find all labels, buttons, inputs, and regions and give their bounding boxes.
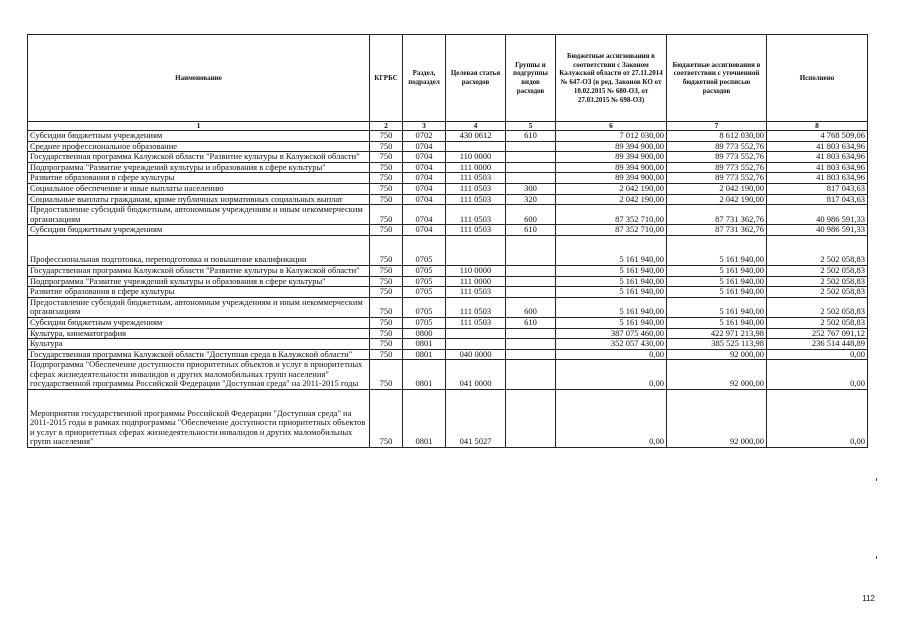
row-article: 111 0503	[446, 317, 506, 328]
row-section: 0705	[403, 297, 446, 317]
row-group: 600	[506, 205, 556, 225]
row-law-allocation: 387 075 460,00	[556, 328, 667, 339]
row-executed: 0,00	[767, 360, 868, 390]
row-article: 111 0503	[446, 173, 506, 184]
row-section: 0704	[403, 173, 446, 184]
row-group: 300	[506, 183, 556, 194]
row-group	[506, 349, 556, 360]
table-row	[28, 225, 868, 236]
table-row	[28, 265, 868, 276]
row-name: Культура	[28, 339, 370, 350]
row-executed: 2 502 058,83	[767, 297, 868, 317]
row-name: Субсидии бюджетным учреждениям	[28, 317, 370, 328]
row-refined-allocation: 385 525 113,98	[667, 339, 767, 350]
table-row	[28, 162, 868, 173]
row-article: 111 0000	[446, 276, 506, 287]
row-name: Профессиональная подготовка, переподготовка и повышение квалификации	[28, 235, 370, 265]
row-executed: 0,00	[767, 390, 868, 448]
row-kgrbs: 750	[370, 183, 403, 194]
row-group	[506, 276, 556, 287]
row-article: 430 0612	[446, 131, 506, 142]
header-row	[28, 35, 868, 122]
row-name: Среднее профессиональное образование	[28, 141, 370, 152]
row-section: 0704	[403, 152, 446, 163]
row-name: Государственная программа Калужской области "Развитие культуры в Калужской области"	[28, 152, 370, 163]
page-number: 112	[862, 594, 875, 603]
row-law-allocation: 89 394 900,00	[556, 141, 667, 152]
row-section: 0801	[403, 339, 446, 350]
row-refined-allocation: 92 000,00	[667, 349, 767, 360]
header-name: Наименование	[28, 35, 370, 122]
row-kgrbs: 750	[370, 173, 403, 184]
row-section: 0800	[403, 328, 446, 339]
budget-table-sheet	[27, 34, 867, 448]
row-kgrbs: 750	[370, 287, 403, 298]
row-law-allocation: 0,00	[556, 390, 667, 448]
row-kgrbs: 750	[370, 131, 403, 142]
row-article	[446, 339, 506, 350]
row-group	[506, 152, 556, 163]
row-law-allocation: 7 012 030,00	[556, 131, 667, 142]
row-kgrbs: 750	[370, 205, 403, 225]
row-article	[446, 141, 506, 152]
row-section: 0704	[403, 194, 446, 205]
row-refined-allocation: 8 612 030,00	[667, 131, 767, 142]
row-executed: 41 803 634,96	[767, 162, 868, 173]
row-executed: 2 502 058,83	[767, 317, 868, 328]
row-law-allocation: 5 161 940,00	[556, 265, 667, 276]
row-article: 111 0503	[446, 205, 506, 225]
row-kgrbs: 750	[370, 328, 403, 339]
row-group	[506, 265, 556, 276]
row-refined-allocation: 87 731 362,76	[667, 205, 767, 225]
row-refined-allocation: 89 773 552,76	[667, 152, 767, 163]
row-name: Подпрограмма "Обеспечение доступности приоритетных объектов и услуг в приоритетных сферах жизнедеятельности инвалидов и других маломобильных групп населения" государственной программы Российской Федерации "Доступная среда" на 2011-2015 годы	[28, 360, 370, 390]
row-group: 610	[506, 131, 556, 142]
row-section: 0705	[403, 276, 446, 287]
row-name: Развитие образования в сфере культуры	[28, 287, 370, 298]
row-kgrbs: 750	[370, 317, 403, 328]
col-number: 6	[556, 122, 667, 131]
row-article: 110 0000	[446, 152, 506, 163]
row-kgrbs: 750	[370, 339, 403, 350]
row-executed: 40 986 591,33	[767, 225, 868, 236]
row-article: 041 0000	[446, 360, 506, 390]
row-kgrbs: 750	[370, 276, 403, 287]
row-name: Социальное обеспечение и иные выплаты населению	[28, 183, 370, 194]
table-row	[28, 297, 868, 317]
table-row	[28, 173, 868, 184]
row-refined-allocation: 5 161 940,00	[667, 287, 767, 298]
row-law-allocation: 2 042 190,00	[556, 183, 667, 194]
row-kgrbs: 750	[370, 162, 403, 173]
table-row	[28, 339, 868, 350]
row-section: 0801	[403, 390, 446, 448]
row-article: 111 0503	[446, 194, 506, 205]
row-article: 111 0503	[446, 183, 506, 194]
table-row	[28, 183, 868, 194]
row-executed: 41 803 634,96	[767, 141, 868, 152]
row-group	[506, 328, 556, 339]
col-number: 5	[506, 122, 556, 131]
table-row	[28, 317, 868, 328]
row-refined-allocation: 89 773 552,76	[667, 162, 767, 173]
row-article: 111 0503	[446, 287, 506, 298]
row-law-allocation: 5 161 940,00	[556, 287, 667, 298]
row-article: 111 0503	[446, 225, 506, 236]
row-executed: 2 502 058,83	[767, 287, 868, 298]
row-section: 0801	[403, 349, 446, 360]
row-section: 0705	[403, 287, 446, 298]
col-number: 1	[28, 122, 370, 131]
row-law-allocation: 0,00	[556, 349, 667, 360]
row-name: Социальные выплаты гражданам, кроме публичных нормативных социальных выплат	[28, 194, 370, 205]
row-kgrbs: 750	[370, 141, 403, 152]
table-row	[28, 194, 868, 205]
row-refined-allocation: 422 971 213,98	[667, 328, 767, 339]
row-law-allocation: 5 161 940,00	[556, 235, 667, 265]
row-section: 0705	[403, 317, 446, 328]
row-name: Предоставление субсидий бюджетным, автономным учреждениям и иным некоммерческим организациям	[28, 205, 370, 225]
row-law-allocation: 5 161 940,00	[556, 297, 667, 317]
row-group	[506, 173, 556, 184]
row-kgrbs: 750	[370, 360, 403, 390]
row-article: 111 0503	[446, 297, 506, 317]
row-group	[506, 287, 556, 298]
row-article: 111 0000	[446, 162, 506, 173]
col-number: 7	[667, 122, 767, 131]
row-executed: 4 768 509,06	[767, 131, 868, 142]
row-executed: 2 502 058,83	[767, 276, 868, 287]
row-article: 041 5027	[446, 390, 506, 448]
row-executed: 817 043,63	[767, 194, 868, 205]
header-kgrbs: КГРБС	[370, 35, 403, 122]
row-section: 0705	[403, 235, 446, 265]
row-law-allocation: 0,00	[556, 360, 667, 390]
table-row	[28, 152, 868, 163]
row-group	[506, 339, 556, 350]
table-row	[28, 131, 868, 142]
row-section: 0704	[403, 183, 446, 194]
row-group	[506, 390, 556, 448]
row-law-allocation: 89 394 900,00	[556, 173, 667, 184]
row-law-allocation: 87 352 710,00	[556, 205, 667, 225]
row-refined-allocation: 92 000,00	[667, 390, 767, 448]
budget-table	[27, 34, 868, 448]
row-refined-allocation: 2 042 190,00	[667, 183, 767, 194]
row-section: 0704	[403, 141, 446, 152]
col-number: 8	[767, 122, 868, 131]
scan-speck	[876, 478, 877, 481]
row-executed: 2 502 058,83	[767, 265, 868, 276]
col-number: 2	[370, 122, 403, 131]
row-kgrbs: 750	[370, 225, 403, 236]
row-executed: 40 986 591,33	[767, 205, 868, 225]
row-group: 610	[506, 225, 556, 236]
row-kgrbs: 750	[370, 390, 403, 448]
row-executed: 236 514 448,89	[767, 339, 868, 350]
header-law-allocation: Бюджетные ассигнования в соответствии с Законом Калужской области от 27.11.2014 № 647-ОЗ (в ред. Законов КО от 10.02.2015 № 680-ОЗ, от 27.03.2015 № 698-ОЗ)	[556, 35, 667, 122]
header-executed: Исполнено	[767, 35, 868, 122]
row-name: Государственная программа Калужской области "Развитие культуры в Калужской области"	[28, 265, 370, 276]
row-name: Субсидии бюджетным учреждениям	[28, 225, 370, 236]
table-row	[28, 235, 868, 265]
row-kgrbs: 750	[370, 349, 403, 360]
row-law-allocation: 87 352 710,00	[556, 225, 667, 236]
row-refined-allocation: 89 773 552,76	[667, 141, 767, 152]
row-name: Субсидии бюджетным учреждениям	[28, 131, 370, 142]
row-article: 110 0000	[446, 265, 506, 276]
row-refined-allocation: 5 161 940,00	[667, 297, 767, 317]
row-refined-allocation: 5 161 940,00	[667, 276, 767, 287]
table-row	[28, 349, 868, 360]
row-refined-allocation: 5 161 940,00	[667, 317, 767, 328]
row-executed: 41 803 634,96	[767, 173, 868, 184]
row-law-allocation: 89 394 900,00	[556, 162, 667, 173]
row-section: 0704	[403, 162, 446, 173]
row-name: Мероприятия государственной программы Российской Федерации "Доступная среда" на 2011-2015 годы в рамках подпрограммы "Обеспечение доступности приоритетных объектов и услуг в приоритетных сферах жизнедеятельности инвалидов и других маломобильных групп населения"	[28, 390, 370, 448]
table-row	[28, 360, 868, 390]
row-section: 0801	[403, 360, 446, 390]
header-article: Целевая статья расходов	[446, 35, 506, 122]
row-name: Подпрограмма "Развитие учреждений культуры и образования в сфере культуры"	[28, 162, 370, 173]
row-kgrbs: 750	[370, 235, 403, 265]
row-section: 0705	[403, 265, 446, 276]
row-name: Государственная программа Калужской области "Доступная среда в Калужской области"	[28, 349, 370, 360]
row-section: 0704	[403, 205, 446, 225]
row-law-allocation: 5 161 940,00	[556, 276, 667, 287]
row-name: Предоставление субсидий бюджетным, автономным учреждениям и иным некоммерческим организациям	[28, 297, 370, 317]
row-group	[506, 235, 556, 265]
row-executed: 817 043,63	[767, 183, 868, 194]
table-row	[28, 287, 868, 298]
row-refined-allocation: 2 042 190,00	[667, 194, 767, 205]
col-number: 4	[446, 122, 506, 131]
row-refined-allocation: 87 731 362,76	[667, 225, 767, 236]
row-group: 320	[506, 194, 556, 205]
row-refined-allocation: 5 161 940,00	[667, 265, 767, 276]
row-refined-allocation: 89 773 552,76	[667, 173, 767, 184]
row-section: 0704	[403, 225, 446, 236]
table-row	[28, 390, 868, 448]
row-section: 0702	[403, 131, 446, 142]
header-section: Раздел, подраздел	[403, 35, 446, 122]
row-executed: 41 803 634,96	[767, 152, 868, 163]
table-row	[28, 141, 868, 152]
row-law-allocation: 352 057 430,00	[556, 339, 667, 350]
row-law-allocation: 89 394 900,00	[556, 152, 667, 163]
row-kgrbs: 750	[370, 152, 403, 163]
row-law-allocation: 5 161 940,00	[556, 317, 667, 328]
row-kgrbs: 750	[370, 265, 403, 276]
row-group	[506, 141, 556, 152]
row-article	[446, 328, 506, 339]
row-kgrbs: 750	[370, 194, 403, 205]
row-law-allocation: 2 042 190,00	[556, 194, 667, 205]
scan-speck	[876, 556, 877, 559]
row-name: Развитие образования в сфере культуры	[28, 173, 370, 184]
row-refined-allocation: 92 000,00	[667, 360, 767, 390]
row-executed: 252 767 091,12	[767, 328, 868, 339]
row-article	[446, 235, 506, 265]
header-refined-allocation: Бюджетные ассигнования в соответствии с уточненной бюджетной росписью расходов	[667, 35, 767, 122]
row-name: Культура, кинематография	[28, 328, 370, 339]
table-row	[28, 328, 868, 339]
col-number: 3	[403, 122, 446, 131]
row-name: Подпрограмма "Развитие учреждений культуры и образования в сфере культуры"	[28, 276, 370, 287]
row-group	[506, 162, 556, 173]
row-group: 610	[506, 317, 556, 328]
row-group: 600	[506, 297, 556, 317]
row-executed: 2 502 058,83	[767, 235, 868, 265]
table-row	[28, 276, 868, 287]
row-kgrbs: 750	[370, 297, 403, 317]
row-refined-allocation: 5 161 940,00	[667, 235, 767, 265]
table-row	[28, 205, 868, 225]
row-executed: 0,00	[767, 349, 868, 360]
header-group: Группы и подгруппы видов расходов	[506, 35, 556, 122]
row-group	[506, 360, 556, 390]
column-number-row	[28, 122, 868, 131]
row-article: 040 0000	[446, 349, 506, 360]
